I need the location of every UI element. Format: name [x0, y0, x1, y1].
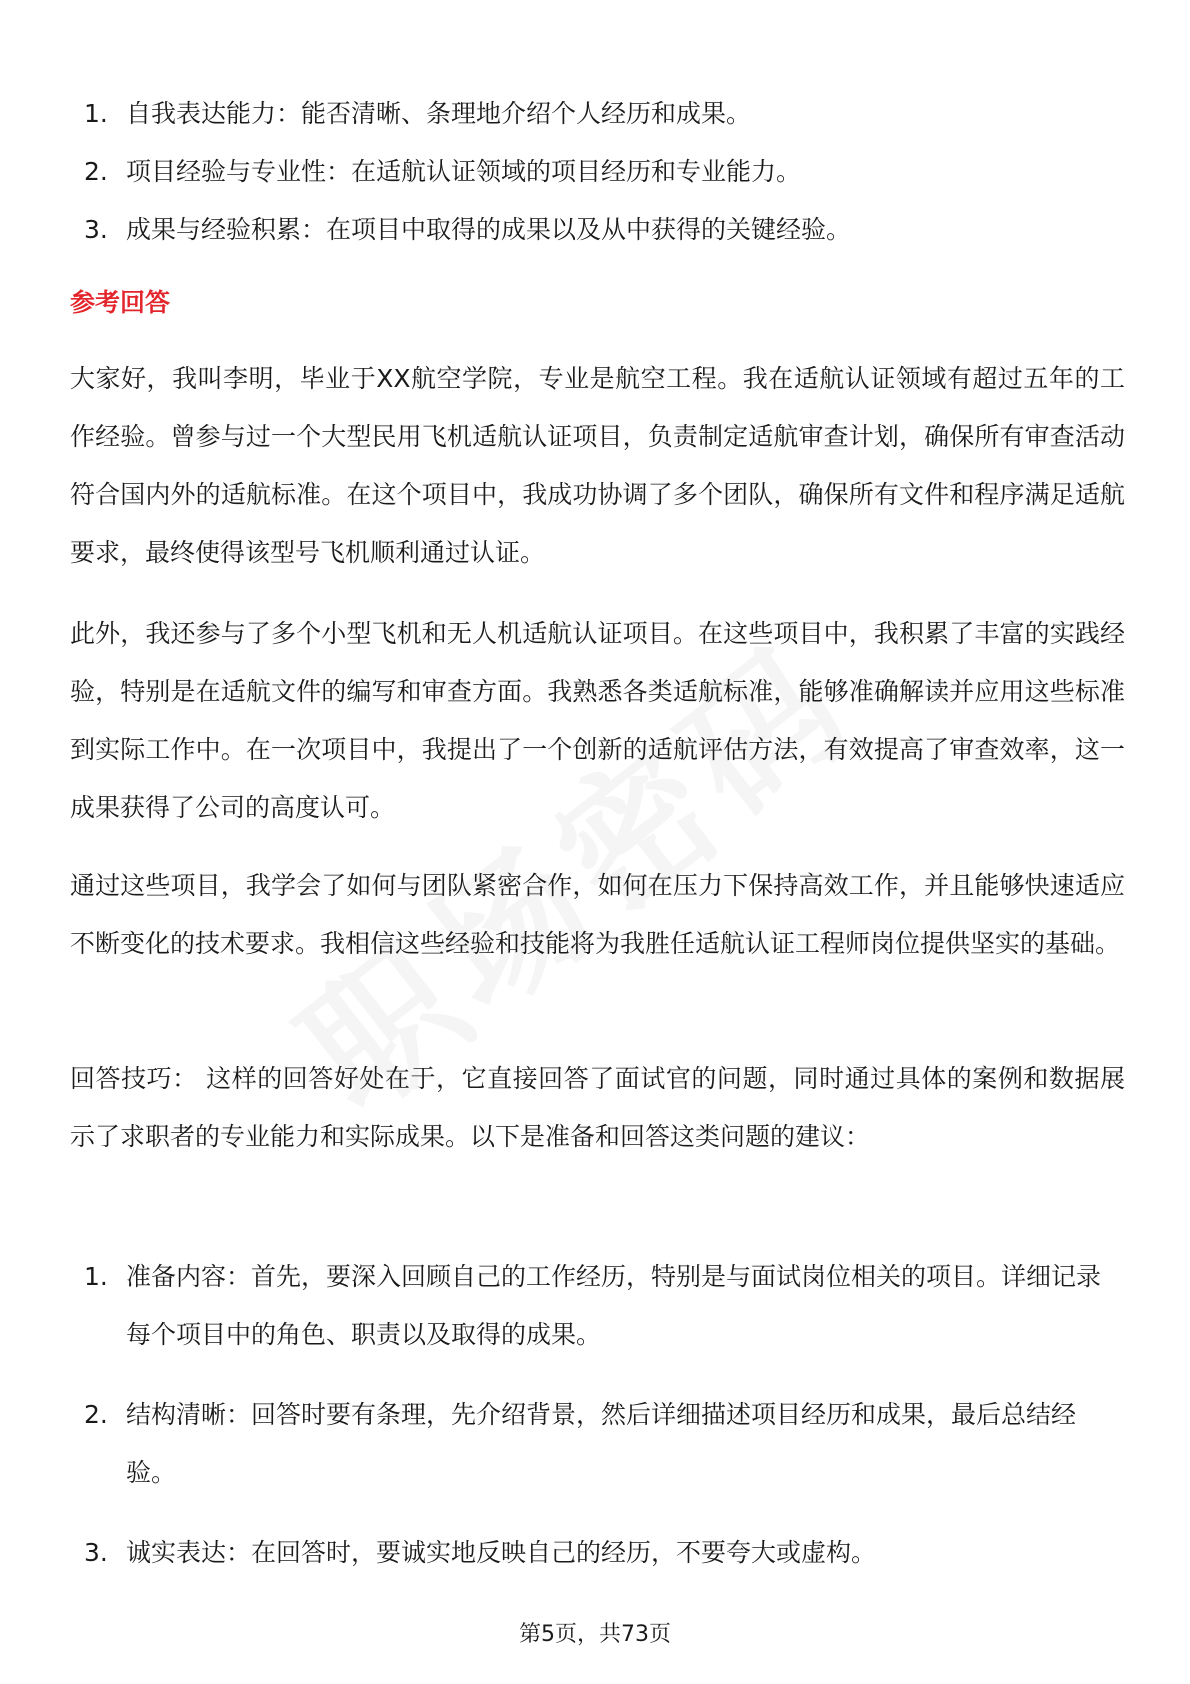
list-item-number: 2. [84, 157, 108, 186]
answer-paragraph: 此外，我还参与了多个小型飞机和无人机适航认证项目。在这些项目中，我积累了丰富的实践经验，特别是在适航文件的编写和审查方面。我熟悉各类适航标准，能够准确解读并应用这些标准到实际工作中。在一次项目中，我提出了一个创新的适航评估方法，有效提高了审查效率，这一成果获得了公司的高度认可。 [70, 619, 1125, 822]
list-item-text: 项目经验与专业性：在适航认证领域的项目经历和专业能力。 [126, 157, 802, 186]
list-item-number: 3. [84, 1538, 108, 1567]
list-item [84, 1386, 1114, 1502]
answer-paragraph: 大家好，我叫李明，毕业于XX航空学院，专业是航空工程。我在适航认证领域有超过五年的工作经验。曾参与过一个大型民用飞机适航认证项目，负责制定适航审查计划，确保所有审查活动符合国内外的适航标准。在这个项目中，我成功协调了多个团队，确保所有文件和程序满足适航要求，最终使得该型号飞机顺利通过认证。 [70, 364, 1125, 567]
list-item-number: 1. [84, 99, 108, 128]
section-heading: 参考回答 [70, 288, 171, 317]
list-item [84, 143, 1114, 201]
list-item-text: 成果与经验积累：在项目中取得的成果以及从中获得的关键经验。 [126, 215, 852, 244]
list-item-number: 3. [84, 215, 108, 244]
answer-paragraph: 通过这些项目，我学会了如何与团队紧密合作，如何在压力下保持高效工作，并且能够快速适应不断变化的技术要求。我相信这些经验和技能将为我胜任适航认证工程师岗位提供坚实的基础。 [70, 871, 1125, 958]
tips-intro-paragraph: 回答技巧： 这样的回答好处在于，它直接回答了面试官的问题，同时通过具体的案例和数据展示了求职者的专业能力和实际成果。以下是准备和回答这类问题的建议： [70, 1064, 1125, 1151]
list-item [84, 201, 1114, 259]
list-item [84, 1524, 1114, 1582]
list-item-number: 1. [84, 1262, 108, 1291]
list-item [84, 1248, 1114, 1364]
list-item-text: 结构清晰：回答时要有条理，先介绍背景，然后详细描述项目经历和成果，最后总结经验。 [126, 1400, 1077, 1487]
list-item [84, 85, 1114, 143]
list-item-text: 自我表达能力：能否清晰、条理地介绍个人经历和成果。 [126, 99, 752, 128]
page-footer: 第5页，共73页 [519, 1622, 671, 1647]
list-item-text: 准备内容：首先，要深入回顾自己的工作经历，特别是与面试岗位相关的项目。详细记录每个项目中的角色、职责以及取得的成果。 [126, 1262, 1102, 1349]
evaluation-points-list [84, 85, 1114, 259]
tips-list [84, 1248, 1114, 1604]
list-item-number: 2. [84, 1400, 108, 1429]
list-item-text: 诚实表达：在回答时，要诚实地反映自己的经历，不要夸大或虚构。 [126, 1538, 877, 1567]
